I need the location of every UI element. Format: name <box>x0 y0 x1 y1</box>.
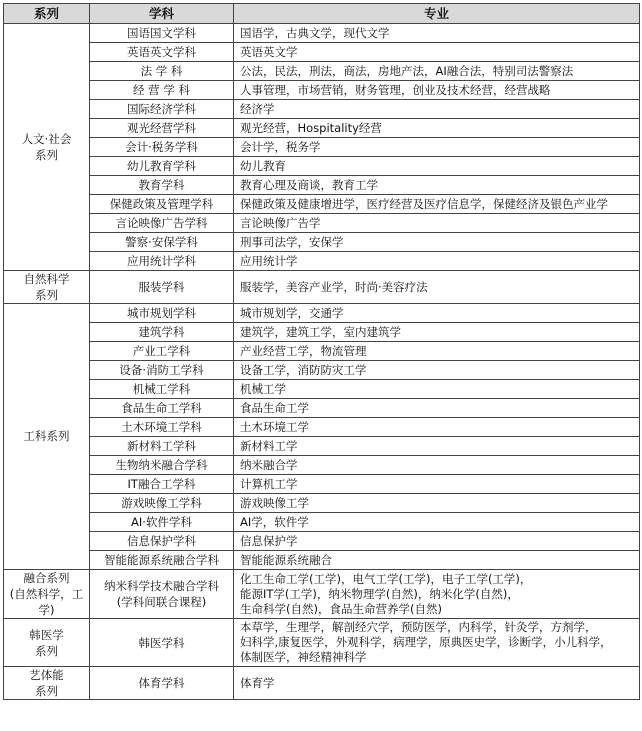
series-label: 韩医学 <box>29 627 64 642</box>
series-label: 系列 <box>35 148 58 162</box>
table-row <box>4 475 640 494</box>
subject-cell: 国语国文学科 <box>90 24 234 43</box>
header-series: 系列 <box>4 4 90 24</box>
table-row <box>4 399 640 418</box>
major-line: 能源IT学(工学)，纳米物理学(自然)，纳米化学(自然)， <box>240 586 519 601</box>
major-cell: 机械工学 <box>234 380 640 399</box>
table-row <box>4 456 640 475</box>
major-cell: 刑事司法学，安保学 <box>234 233 640 252</box>
subject-cell: 游戏映像工学科 <box>90 494 234 513</box>
header-subject: 学科 <box>90 4 234 24</box>
series-label: 人文·社会 <box>21 132 72 146</box>
major-cell: 设备工学，消防防灾工学 <box>234 361 640 380</box>
major-line: 生命科学(自然)，食品生命营养学(自然) <box>240 601 442 616</box>
major-line: 本草学，生理学，解剖经穴学，预防医学，内科学，针灸学，方剂学， <box>240 620 597 634</box>
table-row <box>4 619 640 667</box>
subject-cell: 城市规划学科 <box>90 304 234 323</box>
subject-cell: 警察·安保学科 <box>90 233 234 252</box>
major-cell: 言论映像广告学 <box>234 214 640 233</box>
table-row <box>4 157 640 176</box>
subject-cell: 智能能源系统融合学科 <box>90 551 234 570</box>
subject-cell: 机械工学科 <box>90 380 234 399</box>
major-cell: 智能能源系统融合 <box>234 551 640 570</box>
subject-cell: 幼儿教育学科 <box>90 157 234 176</box>
table-row <box>4 323 640 342</box>
major-cell: 体育学 <box>234 667 640 700</box>
table-row <box>4 252 640 271</box>
subject-cell: AI·软件学科 <box>90 513 234 532</box>
subject-cell: 教育学科 <box>90 176 234 195</box>
major-cell: 人事管理，市场营销，财务管理，创业及技术经营，经营战略 <box>234 81 640 100</box>
series-cell <box>4 619 90 667</box>
table-row <box>4 361 640 380</box>
major-cell: 计算机工学 <box>234 475 640 494</box>
major-cell: 服装学，美容产业学，时尚·美容疗法 <box>234 271 640 304</box>
table-row <box>4 551 640 570</box>
curriculum-table <box>3 3 640 700</box>
major-cell: 产业经营工学，物流管理 <box>234 342 640 361</box>
subject-cell: 生物纳米融合学科 <box>90 456 234 475</box>
subject-cell: 英语英文学科 <box>90 43 234 62</box>
header-row <box>4 4 640 24</box>
subject-cell: 产业工学科 <box>90 342 234 361</box>
major-cell: 教育心理及商谈，教育工学 <box>234 176 640 195</box>
series-label: 工科系列 <box>23 429 70 443</box>
series-label: 艺体能 <box>29 668 64 682</box>
series-label: 系列 <box>35 643 58 658</box>
table-row <box>4 667 640 700</box>
major-cell: AI学，软件学 <box>234 513 640 532</box>
table-row <box>4 380 640 399</box>
major-cell: 应用统计学 <box>234 252 640 271</box>
subject-cell: 新材料工学科 <box>90 437 234 456</box>
major-cell: 土木环境工学 <box>234 418 640 437</box>
table-row <box>4 195 640 214</box>
table-row <box>4 119 640 138</box>
series-label: 融合系列 <box>23 571 70 585</box>
curriculum-table-container <box>3 3 639 700</box>
major-line: 体制医学，神经精神科学 <box>240 650 367 664</box>
subject-cell: 观光经营学科 <box>90 119 234 138</box>
subject-cell: 法 学 科 <box>90 62 234 81</box>
table-row <box>4 418 640 437</box>
major-line: 妇科学,康复医学，外观科学，病理学，原典医史学，诊断学，小儿科学， <box>240 635 612 649</box>
subject-label: 纳米科学技术融合学科 <box>104 579 219 593</box>
table-row <box>4 62 640 81</box>
series-label: 系列 <box>35 684 58 698</box>
table-row <box>4 304 640 323</box>
major-cell: 会计学，税务学 <box>234 138 640 157</box>
table-row <box>4 176 640 195</box>
major-cell: 信息保护学 <box>234 532 640 551</box>
table-row <box>4 43 640 62</box>
major-cell: 英语英文学 <box>234 43 640 62</box>
major-cell: 幼儿教育 <box>234 157 640 176</box>
table-row <box>4 437 640 456</box>
major-cell <box>234 619 640 667</box>
series-cell <box>4 570 90 619</box>
major-cell: 建筑学，建筑工学，室内建筑学 <box>234 323 640 342</box>
header-major: 专业 <box>234 4 640 24</box>
major-cell: 经济学 <box>234 100 640 119</box>
table-row <box>4 532 640 551</box>
subject-cell: 韩医学科 <box>90 619 234 667</box>
subject-cell: 经 营 学 科 <box>90 81 234 100</box>
table-row <box>4 81 640 100</box>
table-row <box>4 570 640 619</box>
table-row <box>4 513 640 532</box>
subject-cell: 土木环境工学科 <box>90 418 234 437</box>
table-row <box>4 24 640 43</box>
major-cell: 观光经营，Hospitality经营 <box>234 119 640 138</box>
series-label: 系列 <box>35 288 58 302</box>
subject-cell: 国际经济学科 <box>90 100 234 119</box>
table-row <box>4 271 640 304</box>
subject-cell <box>90 570 234 619</box>
subject-cell: 建筑学科 <box>90 323 234 342</box>
major-cell: 游戏映像工学 <box>234 494 640 513</box>
table-row <box>4 342 640 361</box>
major-line: 化工生命工学(工学)，电气工学(工学)，电子工学(工学)， <box>240 571 532 586</box>
major-cell: 纳米融合学 <box>234 456 640 475</box>
major-cell: 食品生命工学 <box>234 399 640 418</box>
table-row <box>4 233 640 252</box>
subject-cell: 言论映像广告学科 <box>90 214 234 233</box>
subject-cell: 信息保护学科 <box>90 532 234 551</box>
subject-cell: 体育学科 <box>90 667 234 700</box>
table-header <box>4 4 640 24</box>
table-row <box>4 138 640 157</box>
subject-cell: 食品生命工学科 <box>90 399 234 418</box>
major-cell: 国语学，古典文学，现代文学 <box>234 24 640 43</box>
series-cell <box>4 24 90 271</box>
subject-cell: 设备·消防工学科 <box>90 361 234 380</box>
series-label: 自然科学 <box>23 272 70 286</box>
subject-label: (学科间联合课程) <box>116 595 207 609</box>
major-cell: 新材料工学 <box>234 437 640 456</box>
series-cell <box>4 667 90 700</box>
subject-cell: 服装学科 <box>90 271 234 304</box>
series-label: (自然科学，工学) <box>9 587 84 617</box>
major-cell: 城市规划学，交通学 <box>234 304 640 323</box>
subject-cell: 应用统计学科 <box>90 252 234 271</box>
subject-cell: 会计·税务学科 <box>90 138 234 157</box>
table-row <box>4 100 640 119</box>
subject-cell: IT融合工学科 <box>90 475 234 494</box>
major-cell: 公法，民法，刑法，商法，房地产法，AI融合法，特别司法警察法 <box>234 62 640 81</box>
table-row <box>4 214 640 233</box>
series-cell <box>4 304 90 570</box>
major-cell <box>234 570 640 619</box>
series-cell <box>4 271 90 304</box>
table-body <box>4 24 640 700</box>
table-row <box>4 494 640 513</box>
major-cell: 保健政策及健康增进学，医疗经营及医疗信息学，保健经济及银色产业学 <box>234 195 640 214</box>
subject-cell: 保健政策及管理学科 <box>90 195 234 214</box>
